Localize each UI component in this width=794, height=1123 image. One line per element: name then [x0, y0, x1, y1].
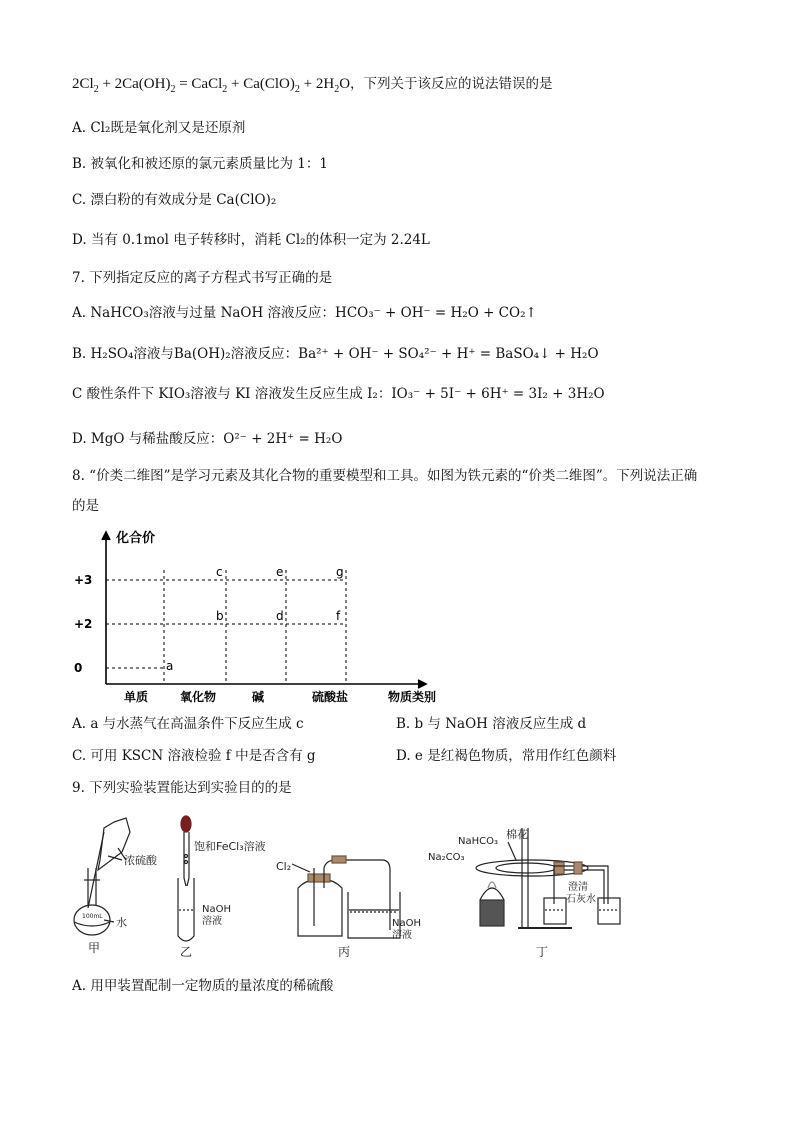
q6-stem-line	[72, 72, 553, 95]
label-flask-mark: 100mL	[82, 913, 103, 920]
x-category-label: 单质	[123, 690, 149, 704]
q8-stem-line2: 的是	[72, 498, 99, 514]
q6-option-b: B. 被氧化和被还原的氯元素质量比为 1：1	[72, 156, 328, 172]
q6-option-c: C. 漂白粉的有效成分是 Ca(ClO)₂	[72, 192, 277, 208]
q7-option-b: B. H₂SO₄溶液与Ba(OH)₂溶液反应：Ba²⁺ + OH⁻ + SO₄²⁻ + H⁺ = BaSO₄↓ + H₂O	[72, 346, 599, 362]
label-naoh-bing-2: 溶液	[392, 930, 412, 941]
label-cotton: 棉花	[506, 828, 528, 841]
chart-y-ticks	[74, 573, 92, 675]
apparatus-ding	[428, 827, 620, 959]
q7-option-c: C 酸性条件下 KIO₃溶液与 KI 溶液发生反应生成 I₂：IO₃⁻ + 5I⁻ + 6H⁺ = 3I₂ + 3H₂O	[72, 386, 605, 402]
x-category-label: 硫酸盐	[311, 690, 349, 704]
valence-chart	[72, 526, 452, 706]
y-tick-label: +3	[74, 573, 93, 587]
apparatus-jia	[74, 818, 158, 955]
point-label-g: g	[336, 565, 344, 579]
chart-grid	[106, 570, 346, 684]
q8-option-c: C. 可用 KSCN 溶液检验 f 中是否含有 g	[72, 748, 316, 764]
label-cl2: Cl₂	[276, 860, 292, 873]
q8-option-a: A. a 与水蒸气在高温条件下反应生成 c	[72, 716, 304, 732]
q6-option-a: A. Cl₂既是氧化剂又是还原剂	[72, 120, 246, 136]
label-naoh-bing: NaOH	[392, 918, 421, 929]
point-label-f: f	[336, 609, 341, 623]
label-naoh-yi-2: 溶液	[202, 916, 222, 927]
q6-option-d: D. 当有 0.1mol 电子转移时，消耗 Cl₂的体积一定为 2.24L	[72, 232, 430, 248]
chart-y-label: 化合价	[116, 531, 156, 546]
label-nahco3: NaHCO₃	[458, 836, 498, 847]
label-water: 水	[116, 916, 127, 929]
point-label-e: e	[276, 565, 284, 579]
q7-option-d: D. MgO 与稀盐酸反应：O²⁻ + 2H⁺ = H₂O	[72, 431, 343, 447]
label-bing: 丙	[338, 945, 351, 959]
label-conc-acid: 浓硫酸	[124, 854, 157, 867]
q9-option-a: A. 用甲装置配制一定物质的量浓度的稀硫酸	[72, 978, 334, 994]
x-category-label: 碱	[251, 690, 265, 704]
y-tick-label: 0	[74, 661, 83, 675]
q7-option-a: A. NaHCO₃溶液与过量 NaOH 溶液反应：HCO₃⁻ + OH⁻ = H₂O + CO₂↑	[72, 305, 537, 321]
label-naoh-yi: NaOH	[202, 904, 231, 915]
chart-x-categories	[124, 689, 348, 704]
label-jia: 甲	[88, 941, 101, 955]
q9-stem: 9. 下列实验装置能达到实验目的的是	[72, 780, 292, 796]
point-label-b: b	[216, 609, 224, 623]
label-limewater: 澄清	[568, 882, 588, 893]
chart-axes	[102, 532, 426, 688]
y-tick-label: +2	[74, 617, 93, 631]
chart-points	[166, 565, 344, 673]
point-label-d: d	[276, 609, 284, 623]
q6-stem: ，下列关于该反应的说法错误的是	[350, 76, 553, 92]
apparatus-bing	[276, 856, 421, 959]
chart-x-label: 物质类别	[388, 690, 437, 704]
point-label-c: c	[216, 565, 223, 579]
label-fecl3: 饱和FeCl₃溶液	[194, 840, 266, 853]
q8-stem-line1: 8. “价类二维图”是学习元素及其化合物的重要模型和工具。如图为铁元素的“价类二维图”。下列说法正确	[72, 468, 698, 484]
point-label-a: a	[166, 659, 174, 673]
q7-stem: 7. 下列指定反应的离子方程式书写正确的是	[72, 270, 333, 286]
label-limewater-2: 石灰水	[566, 894, 596, 905]
label-na2co3: Na₂CO₃	[428, 852, 465, 863]
label-ding: 丁	[536, 945, 549, 959]
x-category-label: 氧化物	[179, 690, 217, 704]
q8-option-d: D. e 是红褐色物质，常用作红色颜料	[396, 748, 617, 764]
apparatus-figure	[60, 808, 660, 968]
apparatus-yi	[178, 816, 266, 959]
label-yi: 乙	[180, 945, 193, 959]
q6-equation: $2Cl_2 + 2Ca(OH)_2$ = CaCl$_2$ + $Ca(ClO)_2 + 2H_2O$	[72, 76, 351, 95]
q8-option-b: B. b 与 NaOH 溶液反应生成 d	[396, 716, 587, 732]
